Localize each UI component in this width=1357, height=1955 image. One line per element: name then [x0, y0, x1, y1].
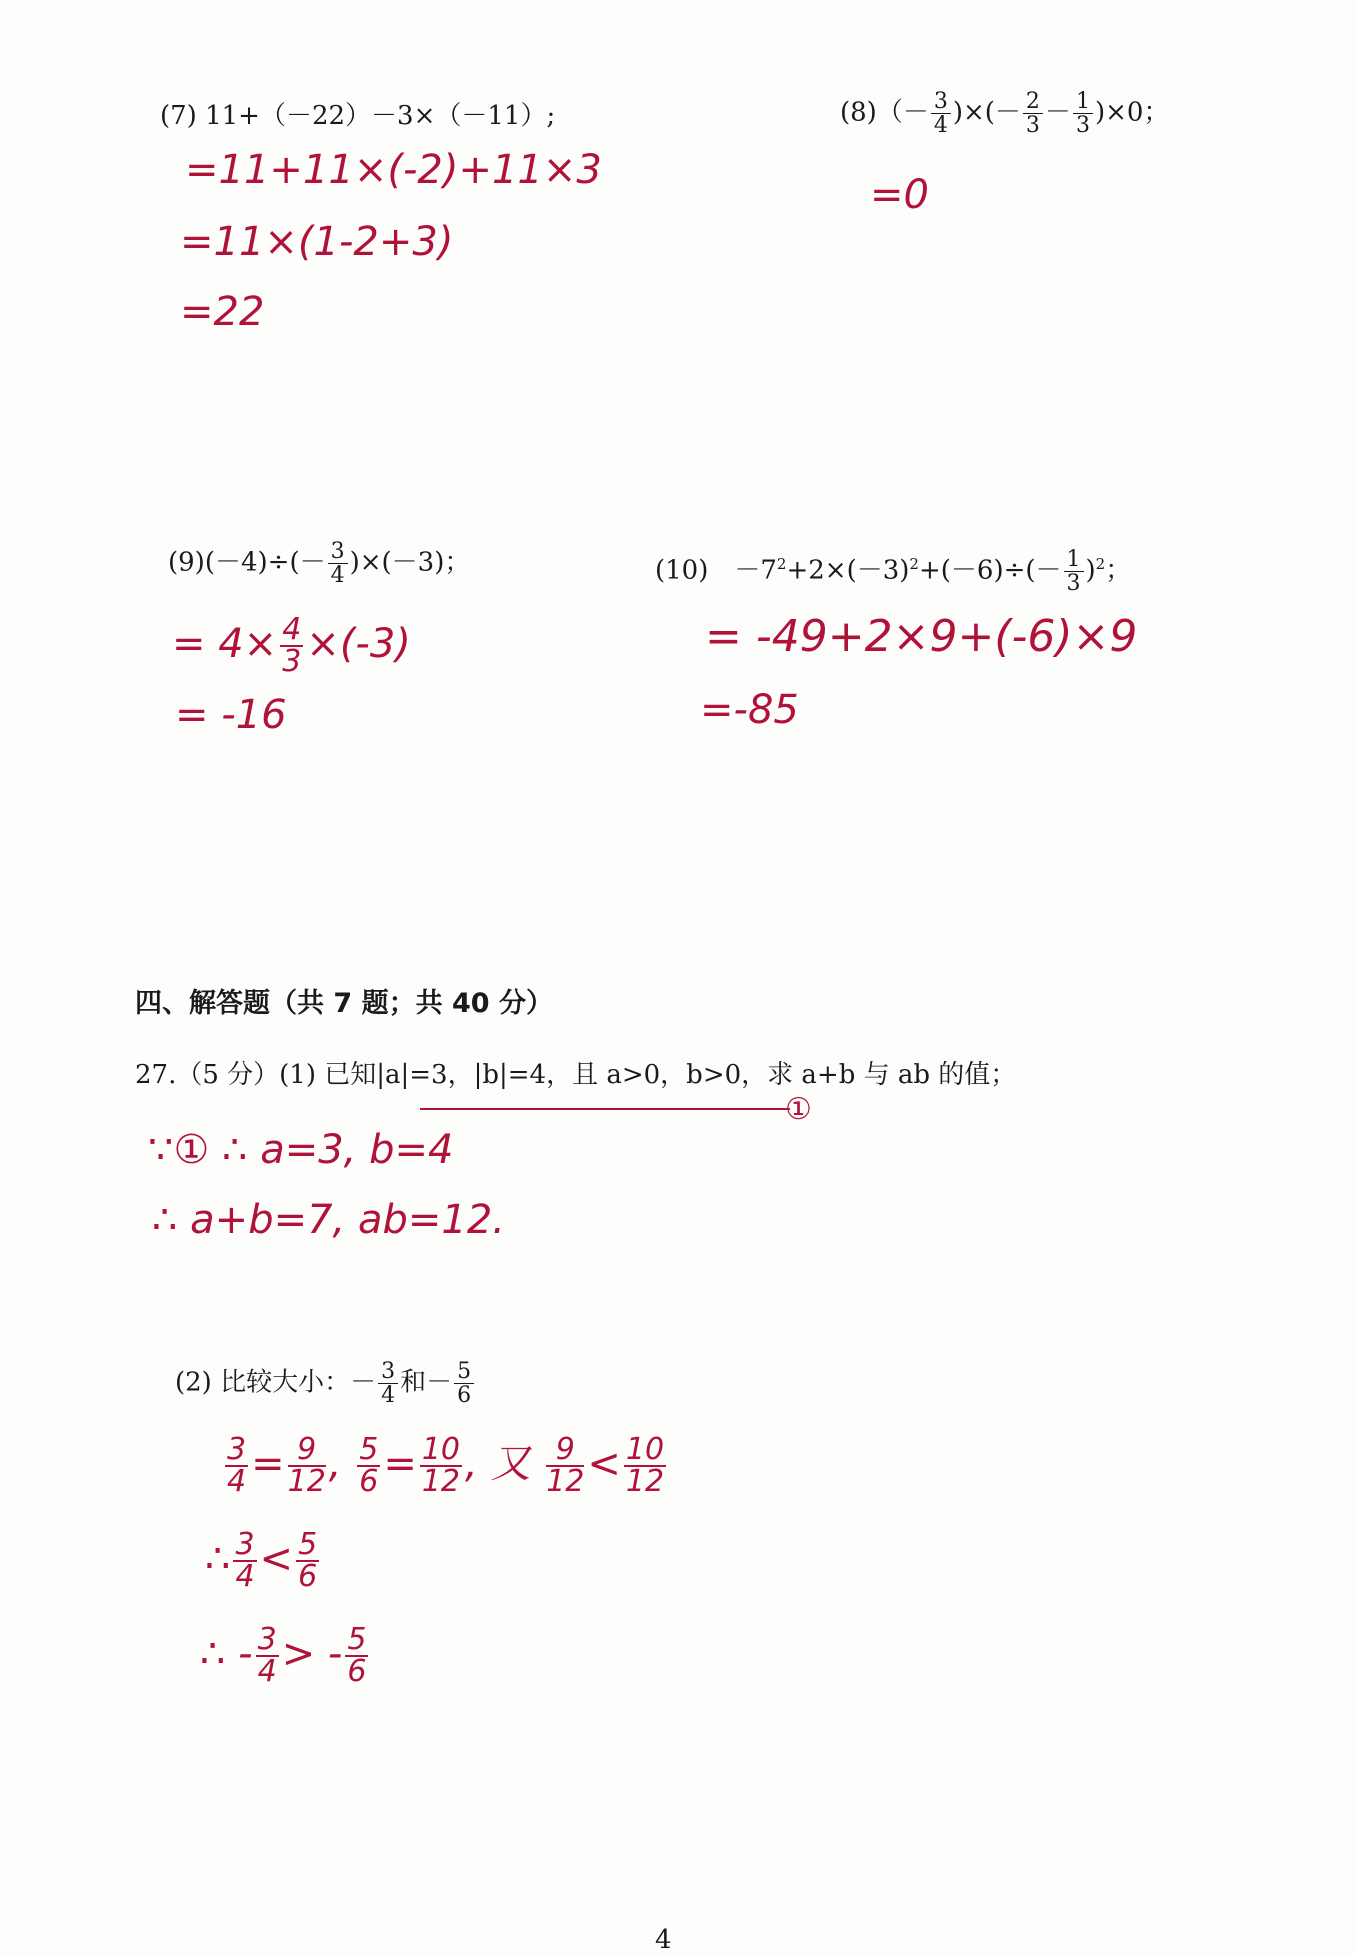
fraction: $\frac{3}{4}$ [328, 540, 348, 587]
question-27-part-1: 27.（5 分）(1) 已知|a|=3，|b|=4，且 a>0，b>0，求 a+b 与 ab 的值； [135, 1060, 1017, 1090]
fraction: $\frac{9}{12}$ [546, 1432, 585, 1499]
page-number: 4 [655, 1925, 672, 1955]
question-27-step-2: ∴ a+b=7, ab=12. [152, 1197, 506, 1243]
fraction: $\frac{5}{6}$ [454, 1360, 474, 1407]
section-heading: 四、解答题（共 7 题；共 40 分） [135, 988, 553, 1019]
problem-8-answer: =0 [870, 172, 929, 218]
fraction: $\frac{5}{6}$ [347, 1622, 367, 1689]
fraction: $\frac{5}{6}$ [298, 1527, 318, 1594]
fraction: $\frac{3}{4}$ [931, 90, 951, 137]
handwritten-underline [420, 1108, 790, 1110]
problem-10-step-1: = -49+2×9+(-6)×9 [705, 611, 1138, 662]
question-27-step-1: ∵① ∴ a=3, b=4 [148, 1127, 454, 1173]
fraction: $\frac{3}{4}$ [235, 1527, 255, 1594]
problem-9-step-2: = -16 [175, 692, 287, 738]
problem-8-label: (8)（－ $\frac{3}{4}$ )×(－ $\frac{2}{3}$ － $\frac{1}{3}$ )×0； [840, 89, 1170, 139]
problem-10-step-2: =-85 [700, 687, 799, 733]
fraction: $\frac{3}{4}$ [378, 1360, 398, 1407]
problem-9-label: (9)(－4)÷(－ $\frac{3}{4}$ )×(－3)； [168, 539, 471, 589]
problem-10-label: (10) $-7^2+2\times(-3)^2+(-6)\div(-$ $\frac{1}{3}$ )$^2$； [655, 547, 1132, 597]
circled-mark: ① [785, 1092, 812, 1127]
fraction: $\frac{10}{12}$ [625, 1432, 665, 1499]
question-27-part-2-step-3: ∴ - $\frac{3}{4}$ > - $\frac{5}{6}$ [200, 1622, 367, 1689]
fraction: $\frac{10}{12}$ [421, 1432, 461, 1499]
question-27-part-2: (2) 比较大小：－ $\frac{3}{4}$ 和－ $\frac{5}{6}$ [175, 1360, 476, 1407]
problem-7-step-1: =11+11×(-2)+11×3 [185, 147, 602, 193]
fraction: $\frac{5}{6}$ [359, 1432, 379, 1499]
problem-7-label: (7) 11+（－22）－3×（－11）; [160, 101, 556, 131]
problem-7-step-2: =11×(1-2+3) [180, 219, 454, 265]
fraction: $\frac{1}{3}$ [1073, 90, 1093, 137]
fraction: $\frac{4}{3}$ [282, 612, 302, 679]
problem-9-step-1: = 4× $\frac{4}{3}$ ×(-3) [172, 612, 411, 679]
question-27-part-2-step-1: $\frac{3}{4}$ = $\frac{9}{12}$ , $\frac{5}{6}$ = $\frac{10}{12}$ , 又 $\frac{9}{12}$ < $\frac{10}{12}$ [227, 1432, 665, 1499]
question-27-part-2-step-2: ∴ $\frac{3}{4}$ < $\frac{5}{6}$ [205, 1527, 318, 1594]
fraction: $\frac{9}{12}$ [287, 1432, 326, 1499]
fraction: $\frac{3}{4}$ [227, 1432, 247, 1499]
problem-7-step-3: =22 [180, 289, 265, 335]
fraction: $\frac{1}{3}$ [1064, 548, 1084, 595]
fraction: $\frac{2}{3}$ [1023, 90, 1043, 137]
fraction: $\frac{3}{4}$ [257, 1622, 277, 1689]
